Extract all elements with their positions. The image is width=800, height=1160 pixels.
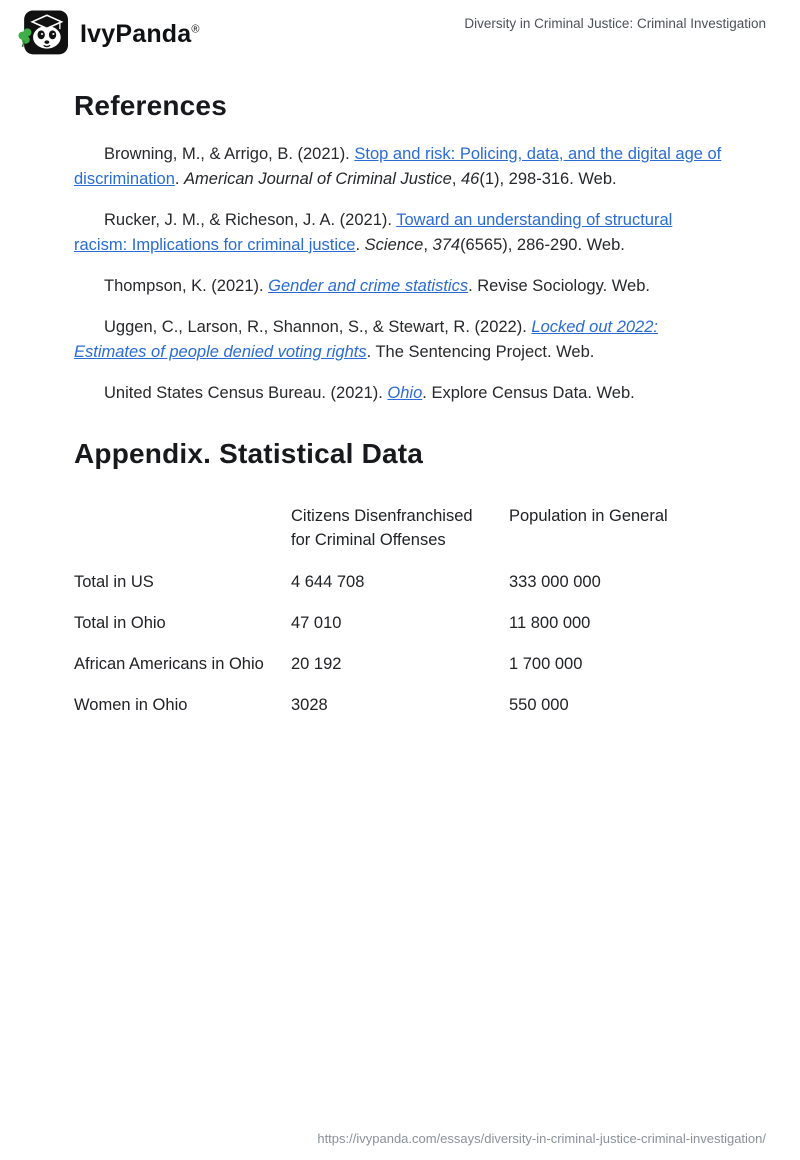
row-label: Women in Ohio (74, 696, 188, 714)
reference-entry (74, 315, 726, 365)
reference-text: Browning, M., & Arrigo, B. (2021). (104, 145, 355, 163)
reference-text: Uggen, C., Larson, R., Shannon, S., & Stewart, R. (2022). (104, 318, 532, 336)
table-row (74, 652, 726, 676)
table-row (74, 693, 726, 717)
reference-link[interactable]: Locked out 2022: Estimates of people denied voting rights (74, 318, 658, 361)
cell-population: 11 800 000 (509, 614, 591, 632)
reference-link[interactable]: Stop and risk: Policing, data, and the digital age of discrimination (74, 145, 722, 188)
footer-source-url[interactable]: https://ivypanda.com/essays/diversity-in-criminal-justice-criminal-investigation/ (317, 1131, 766, 1146)
reference-text: 46 (460, 170, 480, 188)
column-header-empty (74, 504, 291, 552)
statistics-table (74, 504, 726, 717)
reference-text: (6565), 286-290. Web. (460, 236, 625, 254)
reference-text: , (451, 170, 461, 188)
page-header (0, 0, 800, 66)
reference-text: American Journal of Criminal Justice (184, 170, 452, 188)
reference-link[interactable]: Gender and crime statistics (268, 277, 469, 295)
reference-text: Thompson, K. (2021). (104, 277, 269, 295)
ivypanda-logo-icon (16, 8, 68, 60)
cell-disenfranchised: 47 010 (291, 614, 342, 632)
cell-population: 1 700 000 (509, 655, 583, 673)
page-content (0, 90, 800, 717)
cell-population: 550 000 (509, 696, 569, 714)
references-list (74, 142, 726, 406)
reference-text: . Revise Sociology. Web. (468, 277, 650, 295)
column-header-disenfranchised: Citizens Disenfranchised for Criminal Offenses (291, 507, 473, 549)
reference-entry (74, 208, 726, 258)
brand[interactable] (16, 8, 200, 60)
cell-disenfranchised: 4 644 708 (291, 573, 365, 591)
reference-entry (74, 142, 726, 192)
reference-link[interactable]: Toward an understanding of structural racism: Implications for criminal justice (74, 211, 673, 254)
row-label: African Americans in Ohio (74, 655, 264, 673)
brand-name: IvyPanda® (80, 19, 200, 48)
cell-population: 333 000 000 (509, 573, 601, 591)
column-header-population: Population in General (509, 507, 668, 525)
reference-text: . Explore Census Data. Web. (422, 384, 635, 402)
reference-entry (74, 274, 726, 299)
reference-text: 374 (432, 236, 461, 254)
reference-text: . The Sentencing Project. Web. (366, 343, 595, 361)
cell-disenfranchised: 20 192 (291, 655, 342, 673)
reference-text: , (423, 236, 433, 254)
reference-link[interactable]: Ohio (387, 384, 423, 402)
reference-text: United States Census Bureau. (2021). (104, 384, 388, 402)
row-label: Total in Ohio (74, 614, 166, 632)
row-label: Total in US (74, 573, 154, 591)
table-row (74, 570, 726, 594)
cell-disenfranchised: 3028 (291, 696, 328, 714)
registered-mark: ® (191, 23, 200, 36)
document-title: Diversity in Criminal Justice: Criminal Investigation (464, 16, 766, 31)
table-row (74, 611, 726, 635)
reference-text: Science (364, 236, 424, 254)
reference-text: . (355, 236, 365, 254)
reference-text: Rucker, J. M., & Richeson, J. A. (2021). (104, 211, 397, 229)
reference-text: . (174, 170, 185, 188)
table-header-row (74, 504, 726, 552)
reference-entry (74, 381, 726, 406)
references-heading: References (74, 90, 227, 121)
appendix-heading: Appendix. Statistical Data (74, 438, 424, 469)
reference-text: (1), 298-316. Web. (479, 170, 617, 188)
